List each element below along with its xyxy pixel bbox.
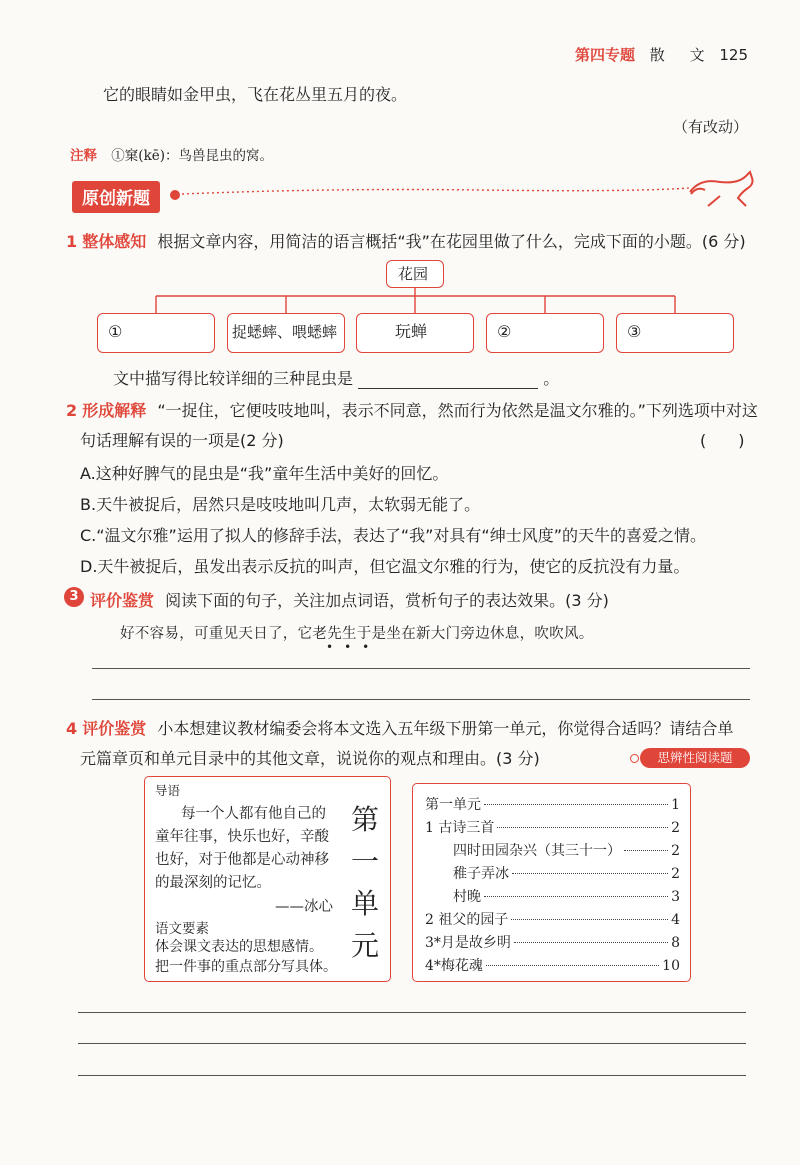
unit-char-1: 第 (350, 803, 379, 836)
toc-page: 1 (671, 797, 680, 813)
page-header (575, 44, 748, 65)
guide-line-1: 每一个人都有他自己的 (181, 806, 326, 822)
banner-title: 原创新题 (82, 189, 150, 209)
q1-label: 整体感知 (82, 232, 147, 251)
q1-sub-end: 。 (543, 369, 560, 388)
passage-last-line: 它的眼睛如金甲虫，飞在花丛里五月的夜。 (103, 85, 408, 104)
q3-badge-icon (64, 587, 84, 607)
elements-title: 语文要素 (155, 921, 209, 937)
badge-text: 思辨性阅读题 (657, 750, 733, 765)
q2-answer-blank[interactable]: ( ) (700, 431, 745, 450)
toc-row (425, 794, 680, 817)
unit-char-3: 单 (350, 887, 379, 920)
source-note: （有改动） (672, 118, 748, 136)
q3-number: 3 (69, 589, 79, 604)
toc-row (425, 840, 680, 863)
toc-title: 稚子弄冰 (453, 866, 509, 882)
toc-title: 1 古诗三首 (425, 820, 495, 836)
q4-answer-line-2[interactable] (78, 1043, 746, 1044)
q2-option-b[interactable]: B.天牛被捉后，居然只是吱吱地叫几声，太软弱无能了。 (80, 495, 481, 514)
toc-title: 4*梅花魂 (425, 958, 483, 974)
guide-line-4: 的最深刻的记忆。 (155, 875, 271, 891)
toc-title: 第一单元 (425, 797, 481, 813)
toc-title: 村晚 (453, 889, 481, 905)
q2-option-d[interactable]: D.天牛被捉后，虽发出表示反抗的叫声，但它温文尔雅的行为，使它的反抗没有力量。 (80, 557, 690, 576)
q2-label: 形成解释 (82, 401, 147, 420)
guide-line-3: 也好，对于他都是心动神移 (155, 852, 329, 868)
tree-node-2: 捉蟋蟀、喂蟋蟀 (227, 313, 345, 353)
q1-text: 根据文章内容，用简洁的语言概括“我”在花园里做了什么，完成下面的小题。(6 分) (157, 232, 746, 251)
guide-text (155, 803, 329, 895)
elements-text (155, 937, 337, 977)
toc-row (425, 863, 680, 886)
q3-label: 评价鉴赏 (90, 591, 155, 610)
q3-answer-line-2[interactable] (92, 699, 750, 700)
toc-page: 8 (671, 935, 680, 951)
question-4 (66, 716, 733, 739)
q2-options (80, 458, 706, 582)
q2-option-c[interactable]: C.“温文尔雅”运用了拟人的修辞手法，表达了“我”对具有“绅士风度”的天牛的喜爱之情。 (80, 526, 706, 545)
q2-text-line1: “一捉住，它便吱吱地叫，表示不同意，然而行为依然是温文尔雅的。”下列选项中对这 (157, 401, 758, 420)
toc-row (425, 932, 680, 955)
emphasis-dots: ••• (326, 640, 381, 654)
q4-text-line2: 元篇章页和单元目录中的其他文章，说说你的观点和理由。(3 分) (80, 749, 540, 768)
q3-sentence: 好不容易，可重见天日了，它老先生于是坐在新大门旁边休息，吹吹风。 (120, 626, 594, 642)
q2-text-line2: 句话理解有误的一项是(2 分) (80, 431, 284, 450)
guide-title: 导语 (155, 783, 181, 798)
q2-number: 2 (66, 401, 78, 420)
unit-char-4: 元 (350, 929, 379, 962)
page-number: 125 (719, 46, 748, 64)
unit-toc-card (412, 783, 691, 982)
footnote (70, 144, 273, 164)
banner-dot (170, 190, 180, 200)
tree-node-3: 玩蝉 (356, 313, 474, 353)
unit-char-2: 一 (350, 845, 379, 878)
critical-reading-badge (640, 748, 750, 768)
section-label: 散 文 (649, 46, 715, 64)
tree-root: 花园 (386, 260, 444, 288)
q4-answer-line-3[interactable] (78, 1075, 746, 1076)
toc-row (425, 886, 680, 909)
unit-title-vertical (348, 799, 382, 967)
topic-label: 第四专题 (575, 46, 636, 64)
badge-dot (630, 754, 639, 763)
q4-label: 评价鉴赏 (82, 719, 147, 738)
cat-icon (690, 172, 753, 206)
q1-answer-blank[interactable] (358, 370, 538, 389)
toc-page: 2 (671, 843, 680, 859)
toc-page: 4 (671, 912, 680, 928)
q2-option-a[interactable]: A.这种好脾气的昆虫是“我”童年生活中美好的回忆。 (80, 464, 449, 483)
q1-subquestion (113, 366, 559, 389)
toc-row (425, 817, 680, 840)
tree-node-4[interactable]: ② (486, 313, 604, 353)
guide-line-2: 童年往事，快乐也好，辛酸 (155, 829, 329, 845)
q1-sub-text: 文中描写得比较详细的三种昆虫是 (113, 369, 354, 388)
banner-decoration (180, 170, 760, 210)
q4-answer-line-1[interactable] (78, 1012, 746, 1013)
guide-author: ——冰心 (275, 899, 333, 915)
tree-node-1[interactable]: ① (97, 313, 215, 353)
toc-list (425, 794, 680, 978)
toc-page: 3 (671, 889, 680, 905)
toc-title: 四时田园杂兴（其三十一） (453, 843, 621, 859)
section-banner (72, 181, 160, 213)
toc-row (425, 955, 680, 978)
question-2 (66, 398, 758, 421)
q3-text: 阅读下面的句子，关注加点词语，赏析句子的表达效果。(3 分) (165, 591, 609, 610)
toc-row (425, 909, 680, 932)
q3-answer-line-1[interactable] (92, 668, 750, 669)
unit-intro-card (144, 776, 391, 982)
elements-line-2: 把一件事的重点部分写具体。 (155, 959, 337, 975)
toc-page: 2 (671, 866, 680, 882)
toc-title: 3*月是故乡明 (425, 935, 511, 951)
q4-text-line1: 小本想建议教材编委会将本文选入五年级下册第一单元，你觉得合适吗？请结合单 (157, 719, 734, 738)
elements-line-1: 体会课文表达的思想感情。 (155, 939, 323, 955)
question-3 (90, 588, 609, 611)
q4-number: 4 (66, 719, 78, 738)
toc-title: 2 祖父的园子 (425, 912, 509, 928)
footnote-text: ①窠(kē)：鸟兽昆虫的窝。 (111, 148, 273, 164)
question-1 (66, 229, 746, 252)
toc-page: 10 (662, 958, 680, 974)
tree-node-5[interactable]: ③ (616, 313, 734, 353)
toc-page: 2 (671, 820, 680, 836)
footnote-label: 注释 (70, 148, 97, 164)
q1-number: 1 (66, 232, 78, 251)
